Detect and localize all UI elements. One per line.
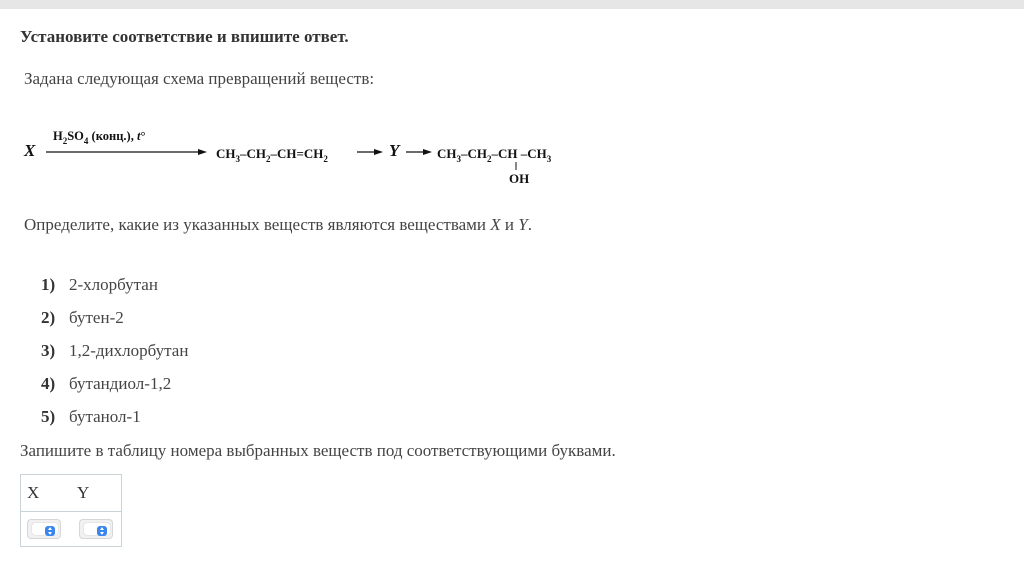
- option-number: 1): [41, 275, 56, 294]
- scheme-reagent: $H_2SO_4$ (конц.), t°: [53, 129, 146, 146]
- scheme-alcohol: $CH_3-CH_2-CH$ $-CH_3$: [437, 146, 552, 164]
- chevron-up-down-icon[interactable]: [45, 526, 55, 536]
- option-number: 2): [41, 308, 56, 327]
- select-field[interactable]: [84, 523, 110, 535]
- answer-select-x[interactable]: [27, 519, 61, 539]
- option-number: 3): [41, 341, 56, 360]
- column-header-y: Y: [77, 483, 90, 502]
- chevron-up-down-icon[interactable]: [97, 526, 107, 536]
- question-var-x: X: [490, 215, 501, 234]
- question-and: и: [500, 215, 519, 234]
- option-number: 4): [41, 374, 56, 393]
- column-header-x: X: [27, 483, 40, 502]
- option-item: [41, 407, 188, 440]
- top-bar: [0, 0, 1024, 9]
- option-text: 2-хлорбутан: [69, 275, 158, 294]
- scheme-start: X: [24, 141, 36, 160]
- question-text: [24, 215, 532, 235]
- select-field[interactable]: [32, 523, 58, 535]
- option-text: бутанол-1: [69, 407, 141, 426]
- answer-table: [20, 474, 122, 547]
- option-item: [41, 275, 188, 308]
- reaction-arrow-3: [406, 149, 432, 155]
- question-var-y: Y: [518, 215, 528, 234]
- answer-select-y[interactable]: [79, 519, 113, 539]
- question-end: .: [527, 215, 532, 234]
- option-item: [41, 308, 188, 341]
- option-text: бутандиол-1,2: [69, 374, 172, 393]
- option-text: бутен-2: [69, 308, 124, 327]
- options-list: [41, 275, 188, 440]
- option-number: 5): [41, 407, 56, 426]
- instruction-text: Запишите в таблицу номера выбранных веществ под соответствующими буквами.: [20, 441, 616, 460]
- scheme-substituent: OH: [509, 171, 530, 186]
- reaction-arrow-2: [357, 149, 383, 155]
- table-divider: [21, 511, 121, 512]
- scheme-alkene: $CH_3-CH_2-CH=CH_2$: [216, 146, 328, 164]
- reaction-scheme: [20, 118, 600, 198]
- scheme-intro: Задана следующая схема превращений веществ:: [24, 69, 375, 88]
- option-text: 1,2-дихлорбутан: [69, 341, 189, 360]
- reaction-arrow-1: [46, 149, 207, 155]
- task-heading: Установите соответствие и впишите ответ.: [20, 27, 349, 46]
- option-item: [41, 341, 188, 374]
- option-item: [41, 374, 188, 407]
- question-prefix: Определите, какие из указанных веществ являются веществами: [24, 215, 491, 234]
- scheme-intermediate: Y: [389, 141, 400, 160]
